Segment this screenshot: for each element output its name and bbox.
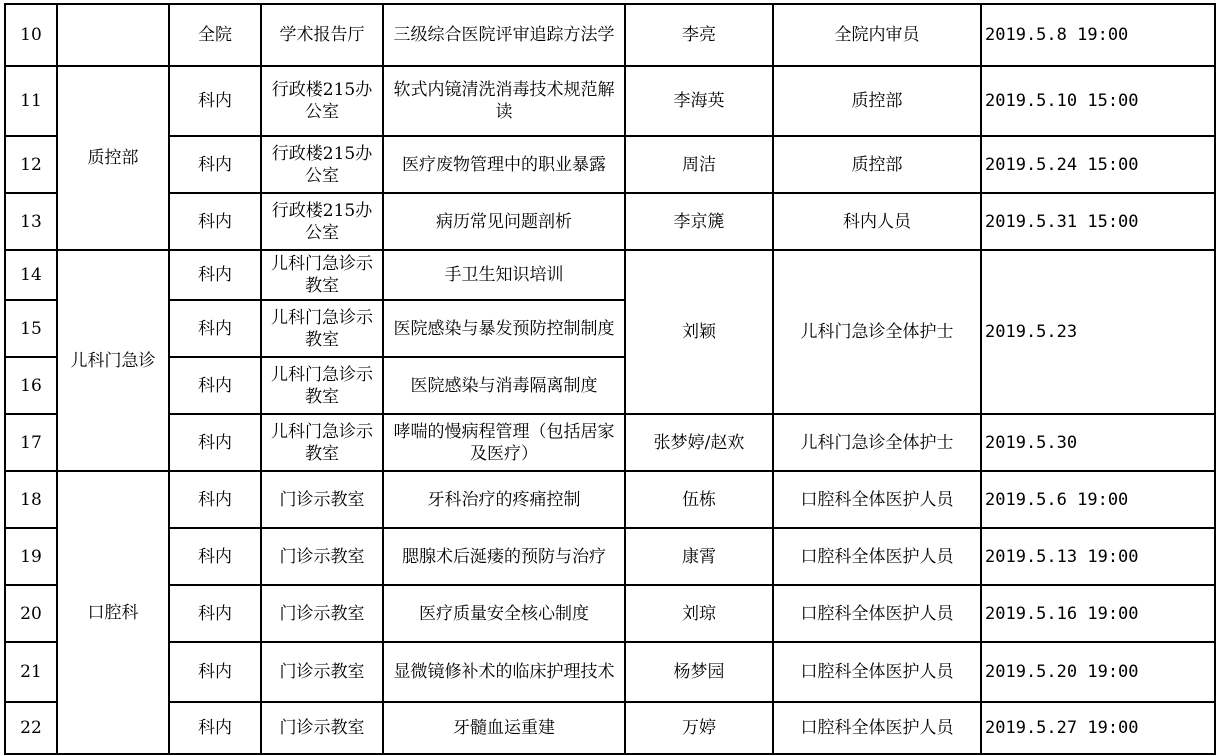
scope-cell: 科内 [169,136,261,193]
speaker-cell: 杨梦园 [625,642,773,702]
speaker-cell: 万婷 [625,702,773,754]
audience-cell: 儿科门急诊全体护士 [773,414,981,471]
location-cell: 儿科门急诊示教室 [261,300,383,357]
speaker-cell: 伍栋 [625,471,773,528]
table-row [5,642,1215,702]
scope-cell: 全院 [169,4,261,66]
row-number: 20 [5,585,57,642]
row-number: 17 [5,414,57,471]
time-cell: 2019.5.6 19:00 [981,471,1215,528]
topic-cell: 医院感染与消毒隔离制度 [383,357,625,414]
department-cell [57,4,169,66]
table-row [5,250,1215,300]
speaker-cell: 张梦婷/赵欢 [625,414,773,471]
speaker-cell: 刘颖 [625,250,773,414]
speaker-cell: 李海英 [625,66,773,136]
time-cell: 2019.5.27 19:00 [981,702,1215,754]
time-cell: 2019.5.20 19:00 [981,642,1215,702]
table-row [5,66,1215,136]
time-cell: 2019.5.10 15:00 [981,66,1215,136]
scope-cell: 科内 [169,471,261,528]
scope-cell: 科内 [169,300,261,357]
audience-cell: 口腔科全体医护人员 [773,702,981,754]
audience-cell: 口腔科全体医护人员 [773,642,981,702]
location-cell: 门诊示教室 [261,642,383,702]
table-row [5,471,1215,528]
audience-cell: 质控部 [773,136,981,193]
table-row [5,193,1215,250]
location-cell: 门诊示教室 [261,585,383,642]
scope-cell: 科内 [169,702,261,754]
topic-cell: 医院感染与暴发预防控制制度 [383,300,625,357]
department-cell-dental: 口腔科 [57,471,169,754]
speaker-cell: 周洁 [625,136,773,193]
time-cell: 2019.5.23 [981,250,1215,414]
time-cell: 2019.5.31 15:00 [981,193,1215,250]
table-row [5,136,1215,193]
topic-cell: 三级综合医院评审追踪方法学 [383,4,625,66]
time-cell: 2019.5.16 19:00 [981,585,1215,642]
row-number: 10 [5,4,57,66]
audience-cell: 口腔科全体医护人员 [773,471,981,528]
topic-cell: 病历常见问题剖析 [383,193,625,250]
scope-cell: 科内 [169,414,261,471]
table-row [5,585,1215,642]
location-cell: 门诊示教室 [261,702,383,754]
location-cell: 门诊示教室 [261,471,383,528]
scope-cell: 科内 [169,250,261,300]
audience-cell: 口腔科全体医护人员 [773,528,981,585]
table-row [5,702,1215,754]
location-cell: 行政楼215办公室 [261,193,383,250]
topic-cell: 牙髓血运重建 [383,702,625,754]
speaker-cell: 康霄 [625,528,773,585]
audience-cell: 科内人员 [773,193,981,250]
row-number: 15 [5,300,57,357]
scope-cell: 科内 [169,528,261,585]
scope-cell: 科内 [169,585,261,642]
row-number: 21 [5,642,57,702]
location-cell: 儿科门急诊示教室 [261,357,383,414]
topic-cell: 牙科治疗的疼痛控制 [383,471,625,528]
row-number: 14 [5,250,57,300]
location-cell: 学术报告厅 [261,4,383,66]
speaker-cell: 李京篪 [625,193,773,250]
row-number: 22 [5,702,57,754]
time-cell: 2019.5.24 15:00 [981,136,1215,193]
location-cell: 行政楼215办公室 [261,136,383,193]
scope-cell: 科内 [169,66,261,136]
speaker-cell: 刘琼 [625,585,773,642]
row-number: 11 [5,66,57,136]
row-number: 12 [5,136,57,193]
row-number: 13 [5,193,57,250]
time-cell: 2019.5.30 [981,414,1215,471]
time-cell: 2019.5.13 19:00 [981,528,1215,585]
audience-cell: 质控部 [773,66,981,136]
department-cell-pediatric: 儿科门急诊 [57,250,169,471]
speaker-cell: 李亮 [625,4,773,66]
scope-cell: 科内 [169,357,261,414]
location-cell: 门诊示教室 [261,528,383,585]
location-cell: 儿科门急诊示教室 [261,414,383,471]
row-number: 16 [5,357,57,414]
scope-cell: 科内 [169,642,261,702]
department-cell-quality: 质控部 [57,66,169,250]
topic-cell: 医疗废物管理中的职业暴露 [383,136,625,193]
table-row [5,528,1215,585]
topic-cell: 医疗质量安全核心制度 [383,585,625,642]
training-schedule-table [4,3,1216,755]
location-cell: 儿科门急诊示教室 [261,250,383,300]
topic-cell: 手卫生知识培训 [383,250,625,300]
topic-cell: 哮喘的慢病程管理（包括居家及医疗） [383,414,625,471]
time-cell: 2019.5.8 19:00 [981,4,1215,66]
audience-cell: 口腔科全体医护人员 [773,585,981,642]
topic-cell: 软式内镜清洗消毒技术规范解读 [383,66,625,136]
topic-cell: 腮腺术后涎瘘的预防与治疗 [383,528,625,585]
row-number: 18 [5,471,57,528]
table-row [5,414,1215,471]
scope-cell: 科内 [169,193,261,250]
topic-cell: 显微镜修补术的临床护理技术 [383,642,625,702]
audience-cell: 儿科门急诊全体护士 [773,250,981,414]
location-cell: 行政楼215办公室 [261,66,383,136]
table-row [5,4,1215,66]
row-number: 19 [5,528,57,585]
audience-cell: 全院内审员 [773,4,981,66]
